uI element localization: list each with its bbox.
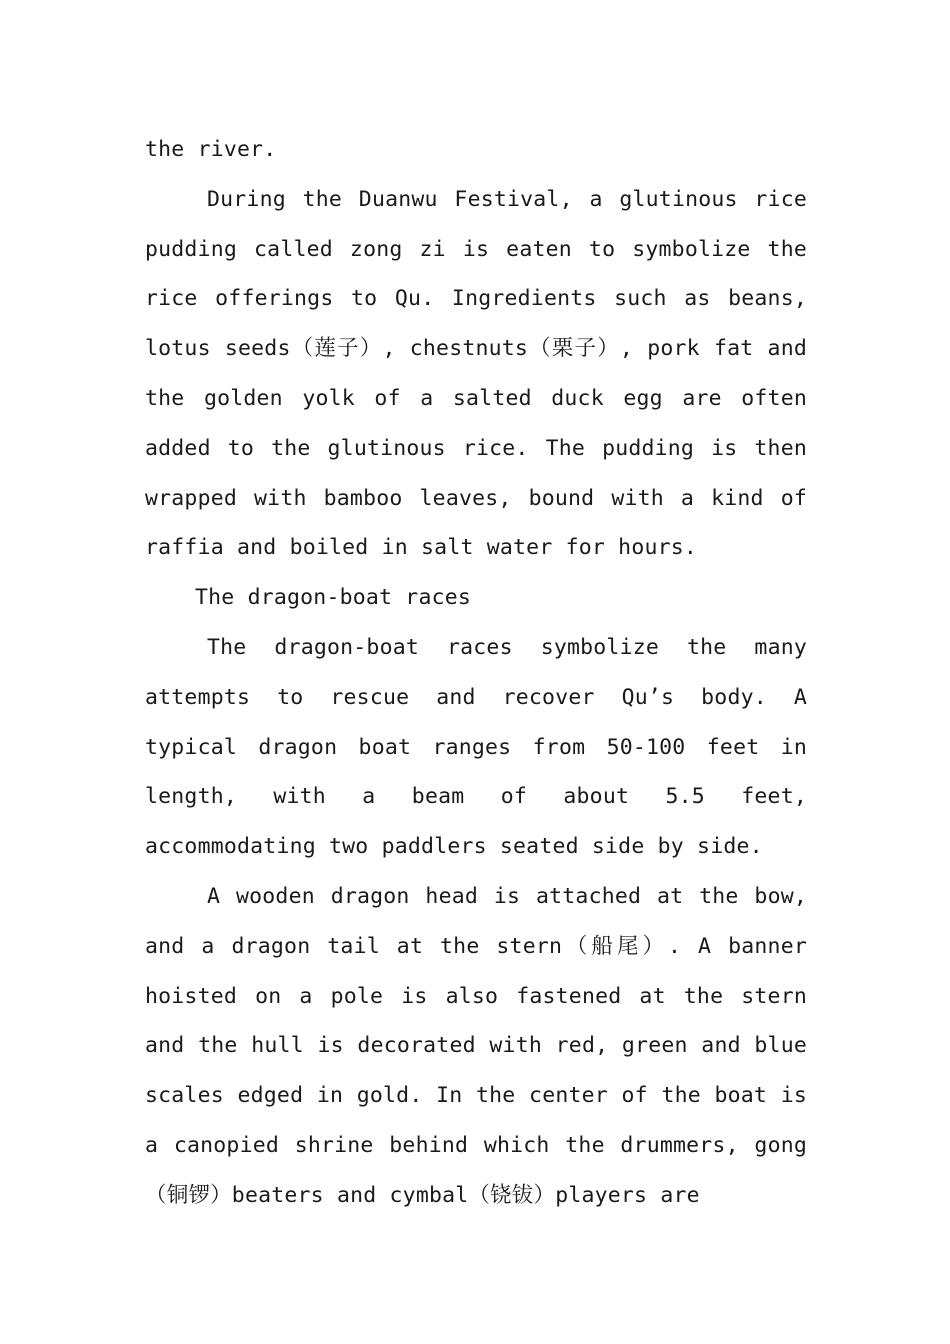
section-heading-dragon-boat-races: The dragon-boat races [195, 585, 472, 611]
paragraph-dragon-boat-races: The dragon-boat races symbolize the many attempts to rescue and recover Qu’s body. A typical dragon boat ranges from 50-100 feet in length, with a beam of about 5.5 feet, accommodating two paddlers seated side by side. [145, 634, 807, 860]
paragraph-dragon-boat-decoration: A wooden dragon head is attached at the bow, and a dragon tail at the stern（船尾）. A banner hoisted on a pole is also fastened at the stern and the hull is decorated with red, green and blue scales edged in gold. In the center of the boat is a canopied shrine behind which the drummers, gong（铜锣）beaters and cymbal（铙钹）players are [145, 883, 807, 1208]
document-body [145, 125, 807, 1221]
paragraph-continuation: the river. [145, 137, 277, 162]
paragraph-zongzi: During the Duanwu Festival, a glutinous rice pudding called zong zi is eaten to symbolize the rice offerings to Qu. Ingredients such as beans, lotus seeds（莲子）, chestnuts（栗子）, pork fat and the golden yolk of a salted duck egg are often added to the glutinous rice. The pudding is then wrapped with bamboo leaves, bound with a kind of raffia and boiled in salt water for hours. [145, 186, 807, 561]
